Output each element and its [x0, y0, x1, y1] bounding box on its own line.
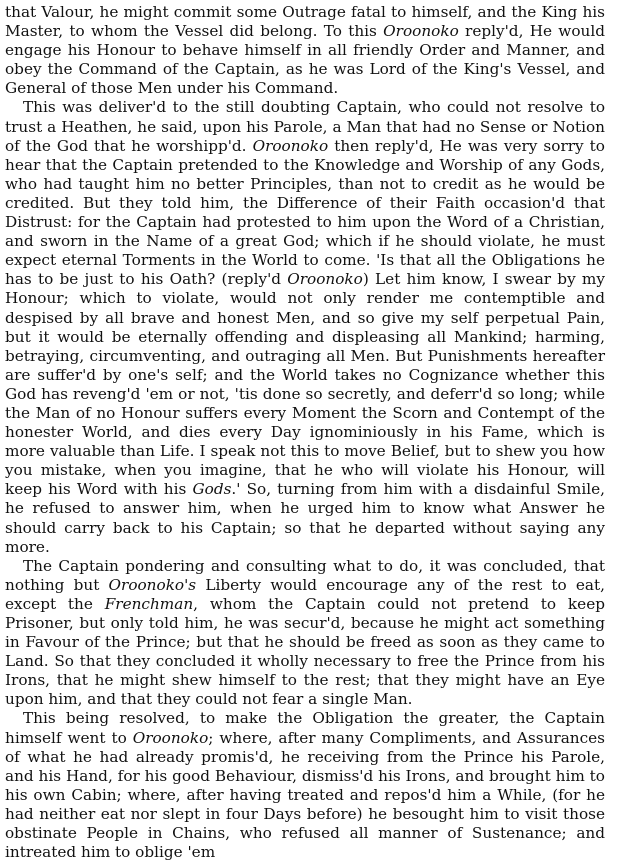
text-run: The Captain pondering and consulting what to do, it was concluded, that nothing but: [5, 556, 605, 594]
italic-text: Oroonoko: [287, 270, 363, 289]
text-run: This was deliver'd to the still doubting Captain, who could not resolve to trust a Heathen, he said, upon his Parole, a Man that had no Sense or Notion of the God that he worshipp'd.: [5, 98, 605, 155]
text-run: , whom the Captain could not pretend to keep Prisoner, but only told him, he was secur'd, because he might act something in Favour of the Prince; but that he should be freed as soon as they came to Land. So that they concluded it wholly necessary to free the Prince from his Irons, that he might shew himself to the rest; that they might have an Eye upon him, and that they could not fear a single Man.: [5, 594, 605, 709]
text-run: This being resolved, to make the Obligation the greater, the Captain himself went to: [5, 709, 605, 747]
italic-text: Oroonoko's: [108, 575, 197, 594]
paragraph: [5, 3, 605, 98]
text-run: that Valour, he might commit some Outrage fatal to himself, and the King his Master, to whom the Vessel did belong. To this: [5, 3, 605, 41]
text-run: Liberty would encourage any of the rest to eat, except the: [5, 575, 605, 613]
paragraph: [5, 98, 605, 556]
italic-text: Oroonoko: [383, 22, 459, 41]
paragraph: [5, 709, 605, 862]
book-page: [5, 3, 605, 862]
paragraph: [5, 557, 605, 710]
text-run: .' So, turning from him with a disdainful Smile, he refused to answer him, when he urged him to know what Answer he should carry back to his Captain; so that he departed without saying any more.: [5, 480, 605, 556]
italic-text: Oroonoko: [252, 136, 329, 155]
italic-text: Oroonoko: [132, 728, 209, 747]
text-run: reply'd, He would engage his Honour to behave himself in all friendly Order and Manner, and obey the Command of the Captain, as he was Lord of the King's Vessel, and General of those Men under his Command.: [5, 22, 605, 98]
text-run: then reply'd, He was very sorry to hear that the Captain pretended to the Knowledge and Worship of any Gods, who had taught him no better Principles, than not to credit as he would be credited. But they told him, the Difference of their Faith occasion'd that Distrust: for the Captain had protested to him upon the Word of a Christian, and sworn in the Name of a great God; which if he should violate, he must expect eternal Torments in the World to come. 'Is that all the Obligations he has to be just to his Oath? (reply'd: [5, 136, 605, 289]
italic-text: Frenchman: [104, 594, 194, 613]
italic-text: Gods: [192, 480, 232, 499]
text-run: ) Let him know, I swear by my Honour; which to violate, would not only render me contemptible and despised by all brave and honest Men, and so give my self perpetual Pain, but it would be eternally offending and displeasing all Mankind; harming, betraying, circumventing, and outraging all Men. But Punishments hereafter are suffer'd by one's self; and the World takes no Cognizance whether this God has reveng'd 'em or not, 'tis done so secretly, and deferr'd so long; while the Man of no Honour suffers every Moment the Scorn and Contempt of the honester World, and dies every Day ignominiously in his Fame, which is more valuable than Life. I speak not this to move Belief, but to shew you how you mistake, when you imagine, that he who will violate his Honour, will keep his Word with his: [5, 270, 606, 499]
text-run: ; where, after many Compliments, and Assurances of what he had already promis'd, he receiving from the Prince his Parole, and his Hand, for his good Behaviour, dismiss'd his Irons, and brought him to his own Cabin; where, after having treated and repos'd him a While, (for he had neither eat nor slept in four Days before) he besought him to visit those obstinate People in Chains, who refused all manner of Sustenance; and intreated him to oblige 'em: [5, 728, 605, 862]
